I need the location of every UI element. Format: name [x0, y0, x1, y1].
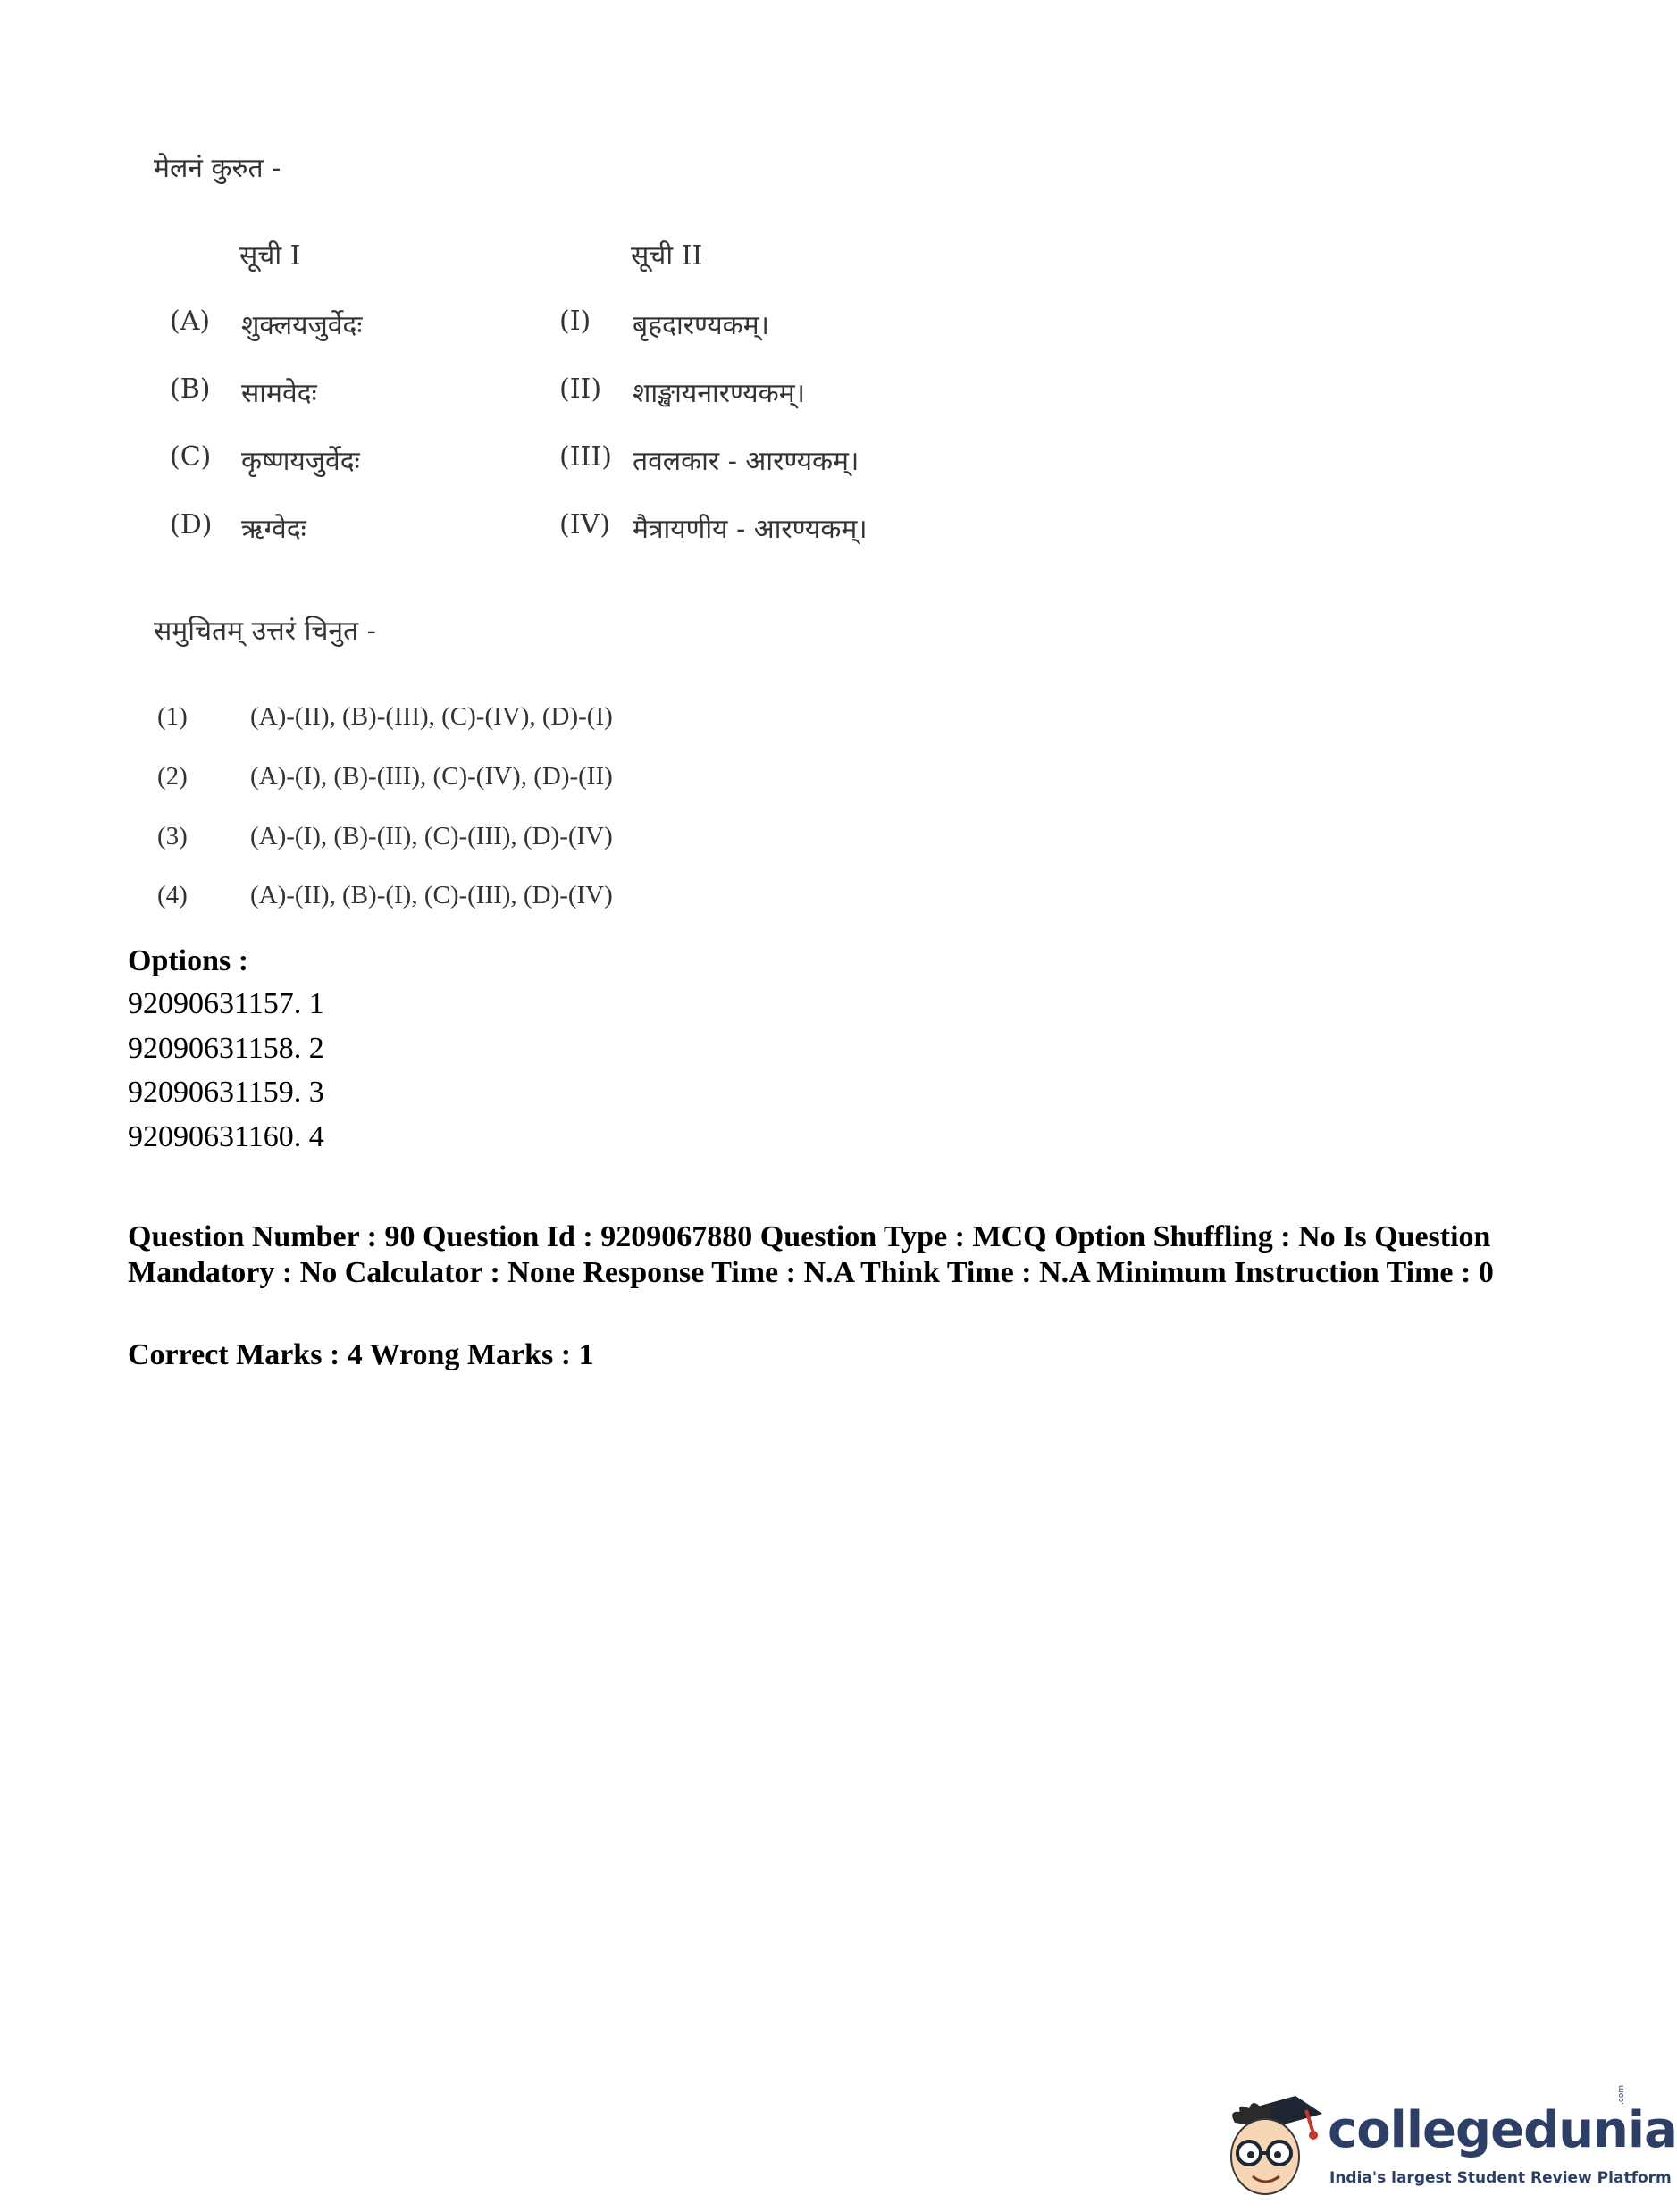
list1-item: सामवेदः [241, 378, 317, 409]
list2-item: बृहदारण्यकम्। [633, 310, 770, 341]
list1-label: (B) [170, 373, 211, 405]
match-row [0, 373, 1640, 418]
question-meta: Question Number : 90 Question Id : 9209067880 Question Type : MCQ Option Shuffling : No Is Question Mandatory : No Calculator : None Response Time : N.A Think Time : N.A Minimum Instruction Time : 0 [128, 1220, 1494, 1289]
choice-number: (4) [157, 881, 188, 909]
option-item: 92090631159. 3 [128, 1076, 324, 1109]
match-row [0, 441, 1640, 486]
list2-heading: सूची II [631, 240, 703, 272]
choice-number: (2) [157, 762, 188, 791]
list2-label: (III) [559, 441, 612, 473]
choose-prompt: समुचितम् उत्तरं चिनुत - [154, 616, 376, 647]
answer-choice [0, 822, 1640, 867]
list2-item: मैत्रायणीय - आरण्यकम्। [633, 514, 868, 545]
match-row [0, 509, 1640, 554]
collegedunia-logo[interactable] [1213, 2084, 1677, 2203]
list1-heading: सूची I [239, 240, 301, 272]
brand-name: collegedunia [1328, 2101, 1677, 2159]
choice-number: (3) [157, 822, 188, 850]
list1-label: (C) [170, 441, 212, 473]
option-item: 92090631160. 4 [128, 1120, 324, 1153]
list1-item: कृष्णयजुर्वेदः [241, 446, 360, 477]
list2-item: तवलकार - आरण्यकम्। [633, 446, 859, 477]
brand-tld: .com [1617, 2084, 1626, 2105]
choice-text: (A)-(II), (B)-(III), (C)-(IV), (D)-(I) [250, 702, 613, 731]
match-instruction: मेलनं कुरुत - [154, 153, 281, 184]
list2-label: (IV) [559, 509, 610, 540]
option-item: 92090631158. 2 [128, 1032, 324, 1065]
mascot-icon [1213, 2087, 1329, 2203]
list1-item: शुक्लयजुर्वेदः [241, 310, 363, 341]
list1-label: (A) [170, 306, 211, 337]
choice-text: (A)-(II), (B)-(I), (C)-(III), (D)-(IV) [250, 881, 613, 909]
answer-choice [0, 762, 1640, 807]
choice-number: (1) [157, 702, 188, 731]
answer-choice [0, 702, 1640, 747]
list1-label: (D) [170, 509, 213, 540]
list1-item: ऋग्वेदः [241, 514, 306, 545]
list2-label: (II) [559, 373, 602, 405]
choice-text: (A)-(I), (B)-(II), (C)-(III), (D)-(IV) [250, 822, 613, 850]
choice-text: (A)-(I), (B)-(III), (C)-(IV), (D)-(II) [250, 762, 613, 791]
marks-info: Correct Marks : 4 Wrong Marks : 1 [128, 1338, 594, 1371]
brand-tagline: India's largest Student Review Platform [1329, 2169, 1672, 2187]
list2-label: (I) [559, 306, 591, 337]
option-item: 92090631157. 1 [128, 987, 324, 1020]
match-row [0, 306, 1640, 350]
answer-choice [0, 881, 1640, 926]
options-heading: Options : [128, 944, 249, 977]
list2-item: शाङ्खायनारण्यकम्। [633, 378, 806, 409]
